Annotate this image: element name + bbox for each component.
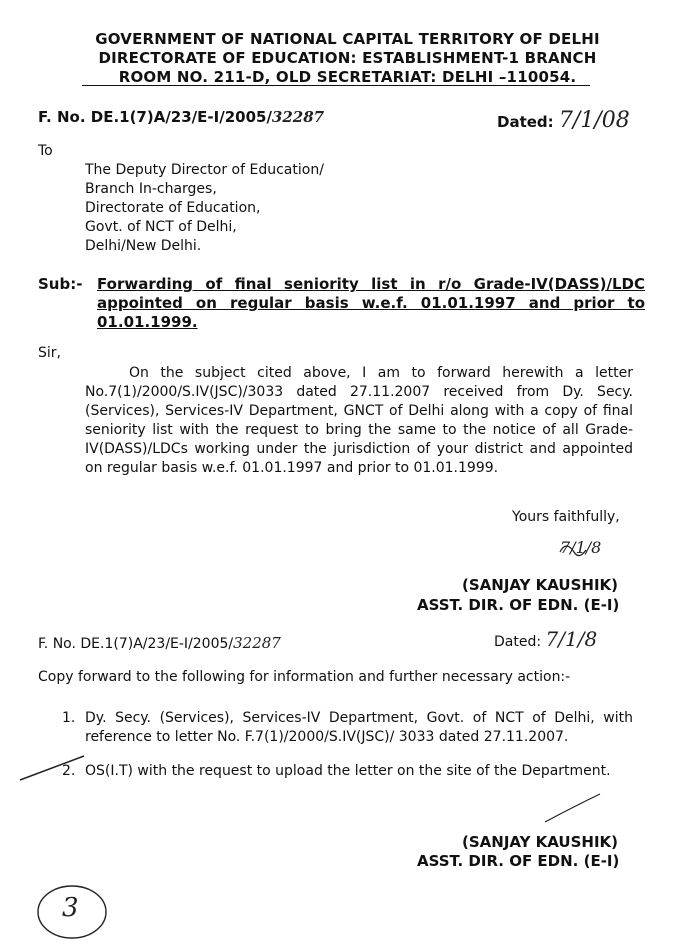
address-line-4: Govt. of NCT of Delhi,	[85, 219, 237, 235]
address-line-5: Delhi/New Delhi.	[85, 238, 202, 254]
signatory-name-2: (SANJAY KAUSHIK)	[462, 833, 619, 851]
address-line-3: Directorate of Education,	[85, 200, 261, 216]
copy-list-number: 2.	[62, 763, 76, 779]
dated-handwritten: 7/1/08	[558, 108, 630, 133]
body-paragraph: On the subject cited above, I am to forward herewith a letter No.7(1)/2000/S.IV(JSC)/3033 dated 27.11.2007 received from Dy. Secy. (Services), Services-IV Department, GNCT of Delhi along with a copy of final seniority list with the request to bring the same to the notice of all Grade-IV(DASS)/LDCs working under the jurisdiction of your district and appointed on regular basis w.e.f. 01.01.1997 and prior to 01.01.1999.	[85, 365, 633, 476]
salutation: Sir,	[38, 345, 61, 361]
header-line-2: DIRECTORATE OF EDUCATION: ESTABLISHMENT-1 BRANCH	[98, 49, 597, 67]
signature-stroke	[545, 794, 600, 822]
copy-intro: Copy forward to the following for information and further necessary action:-	[38, 669, 571, 685]
page-mark-circle	[38, 886, 106, 938]
to-label: To	[38, 143, 53, 159]
copy-list-text: OS(I.T) with the request to upload the letter on the site of the Department.	[85, 763, 611, 779]
page-mark-handwritten: 3	[62, 893, 79, 923]
closing: Yours faithfully,	[512, 509, 620, 525]
copy-dated-handwritten: 7/1/8	[545, 627, 598, 651]
address-line-2: Branch In-charges,	[85, 181, 217, 197]
signature-initials-handwritten: 7/1/8	[560, 538, 602, 557]
signatory-designation-2: ASST. DIR. OF EDN. (E-I)	[417, 852, 620, 870]
signatory-name: (SANJAY KAUSHIK)	[462, 576, 619, 594]
subject-label: Sub:-	[38, 275, 83, 293]
copy-list-text: Dy. Secy. (Services), Services-IV Department, Govt. of NCT of Delhi, with reference to letter No. F.7(1)/2000/S.IV(JSC)/ 3033 dated 27.11.2007.	[85, 710, 633, 745]
copy-file-number-handwritten: 32287	[233, 634, 281, 652]
copy-file-number-text: F. No. DE.1(7)A/23/E-I/2005/	[38, 636, 234, 652]
header-line-3: ROOM NO. 211-D, OLD SECRETARIAT: DELHI –110054.	[118, 68, 577, 86]
address-line-1: The Deputy Director of Education/	[85, 162, 324, 178]
file-number-handwritten: 32287	[271, 108, 325, 126]
copy-list-number: 1.	[62, 710, 76, 726]
header-line-1: GOVERNMENT OF NATIONAL CAPITAL TERRITORY OF DELHI	[95, 30, 600, 48]
tick-stroke	[20, 756, 84, 780]
subject-text: Forwarding of final seniority list in r/o Grade-IV(DASS)/LDC appointed on regular basis w.e.f. 01.01.1997 and prior to 01.01.1999.	[97, 275, 645, 331]
signature-scribble	[560, 546, 586, 556]
file-number-text: F. No. DE.1(7)A/23/E-I/2005/	[38, 108, 272, 126]
dated-label: Dated:	[497, 113, 554, 131]
signatory-designation: ASST. DIR. OF EDN. (E-I)	[417, 596, 620, 614]
copy-dated-label: Dated:	[494, 634, 542, 650]
